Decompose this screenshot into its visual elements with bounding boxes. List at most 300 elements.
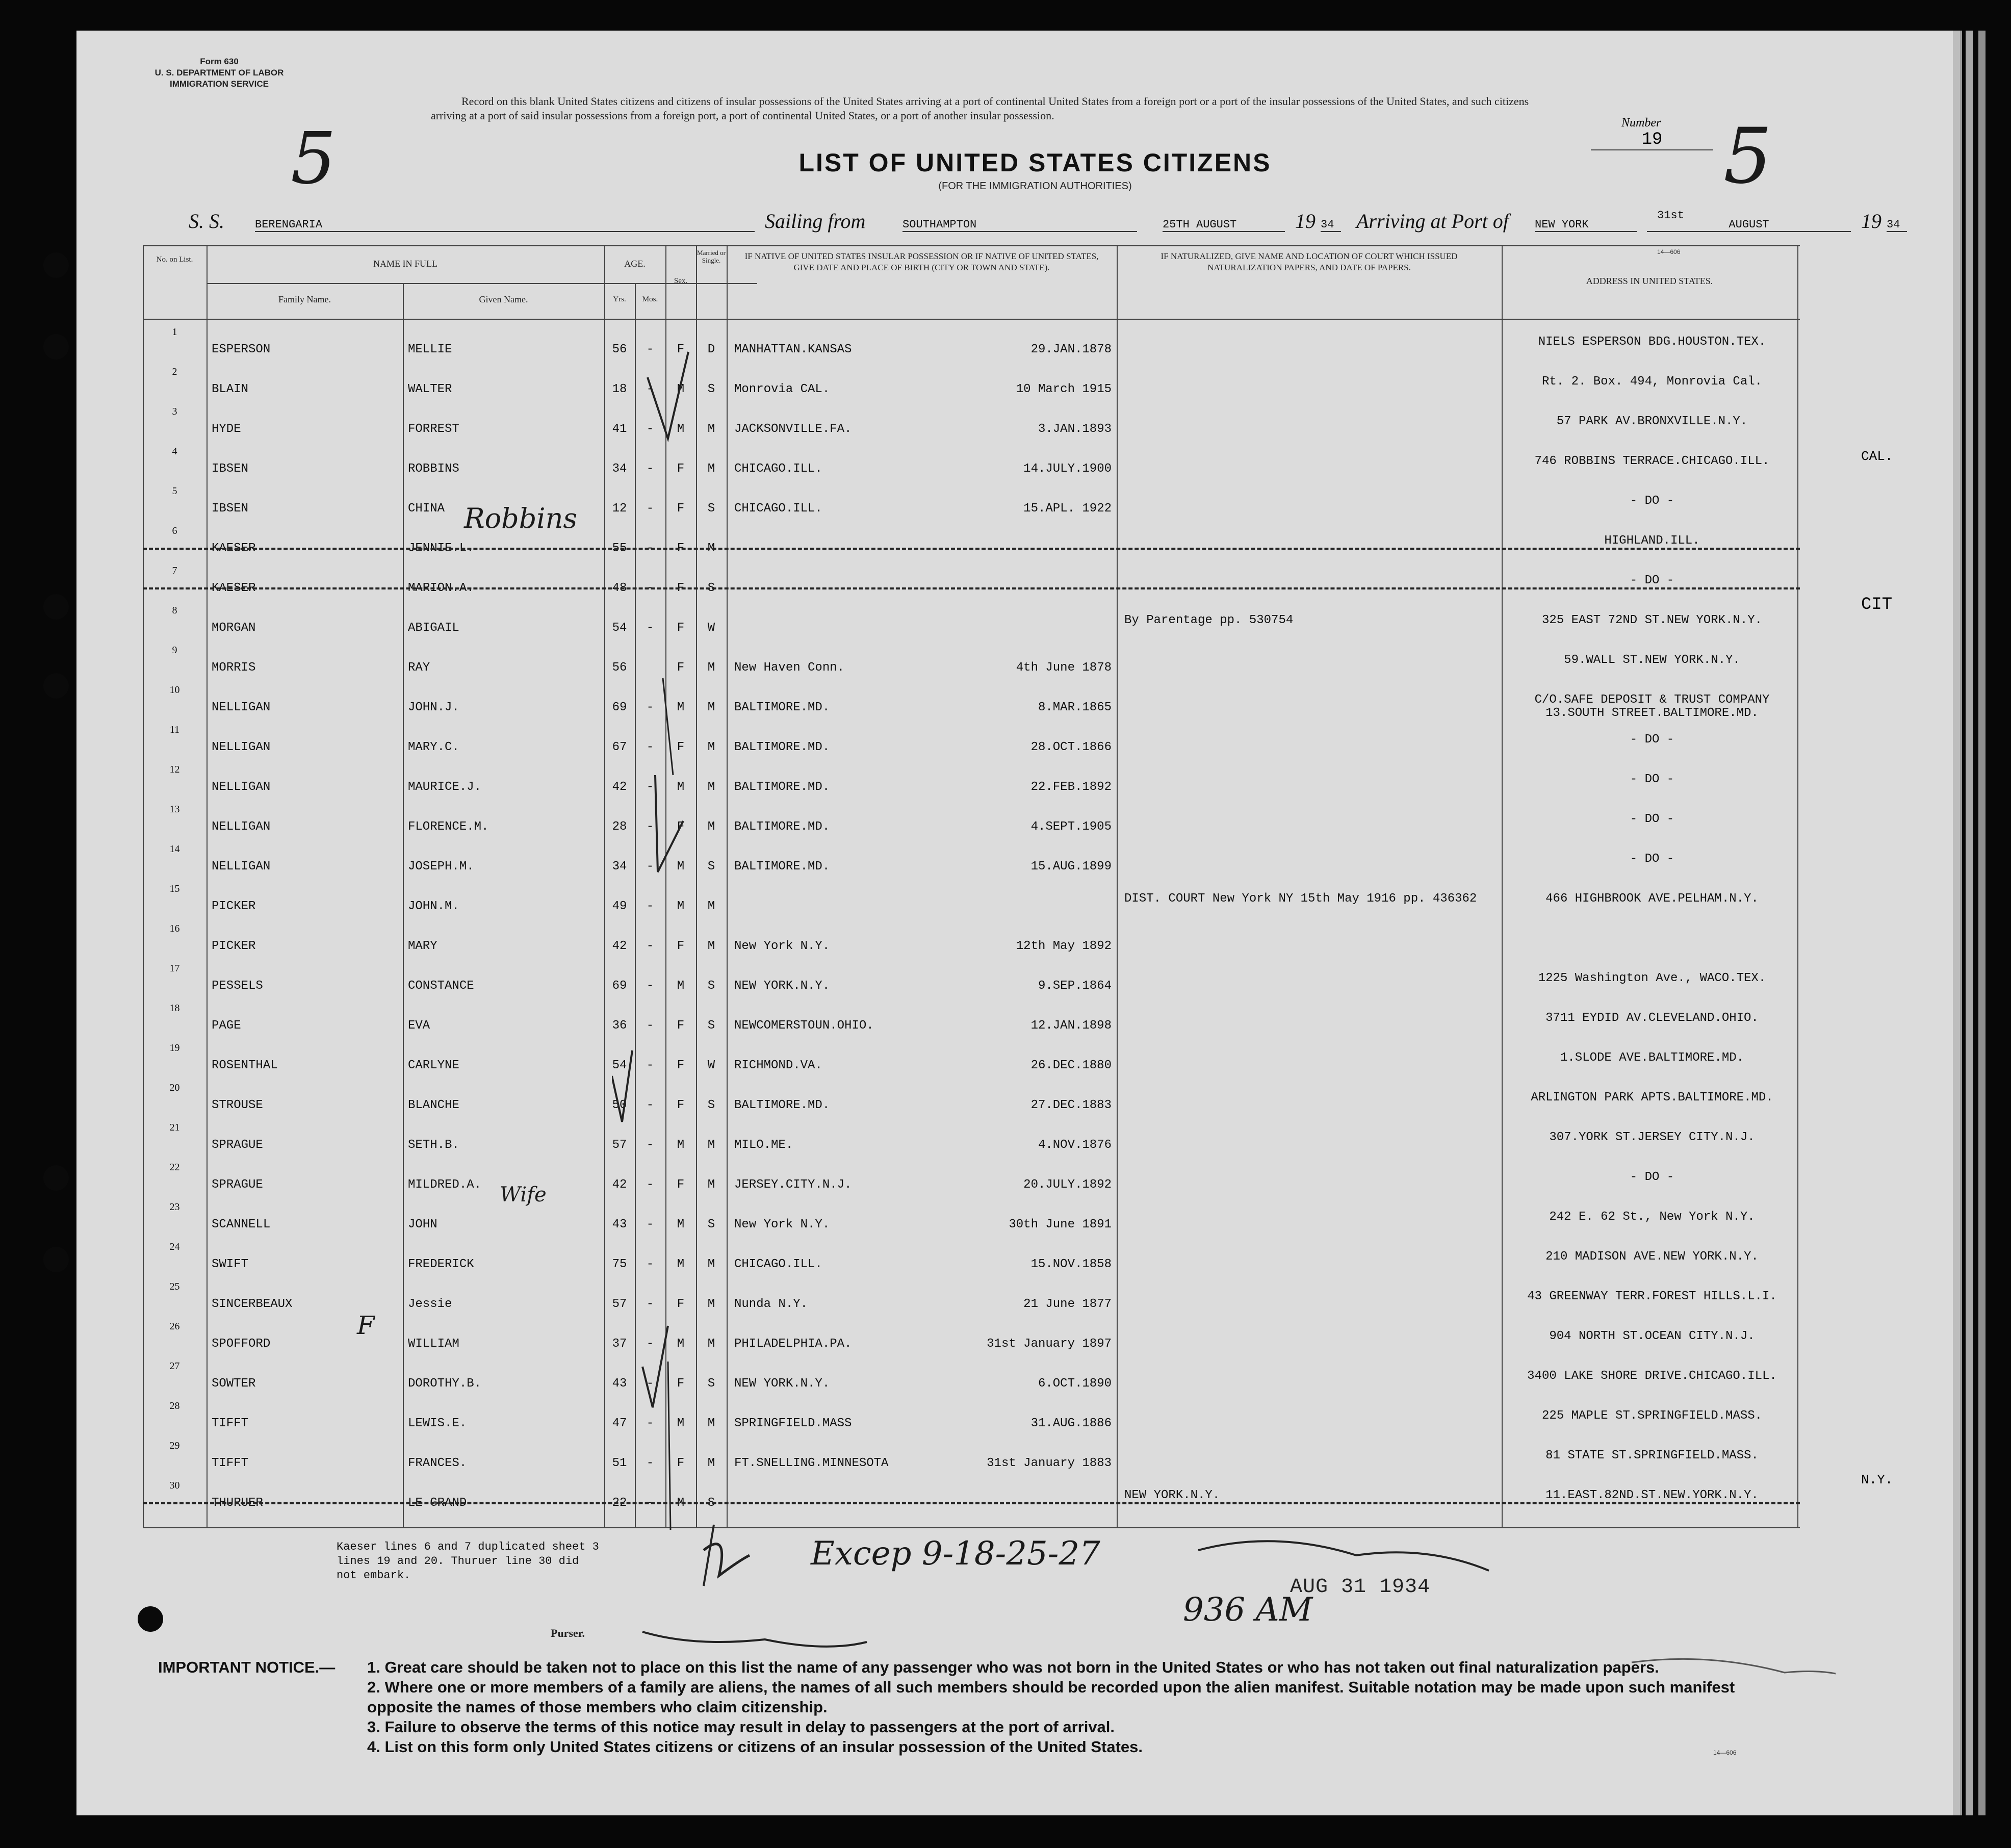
ss-label: S. S. [189, 210, 224, 233]
handwritten-note: 936 AM [1183, 1591, 1313, 1629]
cell-date: 4.SEPT.1905 [1030, 820, 1112, 834]
cell-family: NELLIGAN [212, 820, 271, 834]
cell-family: KAESER [212, 542, 256, 555]
arrival-month: AUGUST [1647, 218, 1851, 232]
notice-item: 3. Failure to observe the terms of this notice may result in delay to passengers at the port of arrival. [367, 1718, 1115, 1736]
cell-address: 242 E. 62 St., New York N.Y. [1549, 1210, 1755, 1224]
cell-family: BLAIN [212, 382, 249, 396]
cell-date: 21 June 1877 [1023, 1297, 1112, 1311]
cell-given: FRANCES. [408, 1456, 467, 1470]
header-married: Married or Single. [697, 249, 726, 264]
cell-address: 225 MAPLE ST.SPRINGFIELD.MASS. [1541, 1409, 1763, 1423]
cell-yrs: 42 [612, 939, 627, 953]
cell-address: 210 MADISON AVE.NEW YORK.N.Y. [1545, 1250, 1759, 1264]
cell-place: CHICAGO.ILL. [734, 502, 822, 516]
check-marks [612, 51, 1836, 1810]
cell-married: M [707, 462, 715, 476]
arriving-label: Arriving at Port of [1356, 210, 1509, 233]
cell-family: TIFFT [212, 1417, 249, 1430]
cell-sex: M [677, 422, 685, 436]
cell-married: M [707, 422, 715, 436]
cell-married: M [707, 1297, 715, 1311]
cell-no: 25 [169, 1281, 180, 1292]
cell-yrs: 34 [612, 462, 627, 476]
cell-married: S [707, 382, 715, 396]
cell-date: 12th May 1892 [1016, 939, 1112, 953]
cell-mos: - [646, 1019, 654, 1033]
cell-no: 5 [172, 485, 177, 497]
cell-address: 57 PARK AV.BRONXVILLE.N.Y. [1556, 415, 1748, 428]
cell-given: JOHN.M. [408, 900, 459, 913]
cell-address: Rt. 2. Box. 494, Monrovia Cal. [1541, 375, 1763, 389]
cell-no: 8 [172, 605, 177, 616]
cell-date: 12.JAN.1898 [1030, 1019, 1112, 1033]
cell-married: W [707, 621, 715, 635]
cell-married: M [707, 661, 715, 675]
cell-yrs: 54 [612, 1059, 627, 1072]
cell-date: 4.NOV.1876 [1038, 1138, 1112, 1152]
cell-mos: - [646, 900, 654, 913]
cell-date: 8.MAR.1865 [1038, 701, 1112, 714]
departure-port: SOUTHAMPTON [903, 218, 1137, 232]
cell-family: NELLIGAN [212, 860, 271, 874]
departure-year: 34 [1321, 218, 1341, 232]
cell-married: S [707, 1218, 715, 1231]
cell-family: ESPERSON [212, 343, 271, 356]
cell-married: M [707, 1257, 715, 1271]
header-address: ADDRESS IN UNITED STATES. [1586, 276, 1713, 286]
cell-address: - DO - [1630, 494, 1674, 508]
arrival-year: 34 [1887, 218, 1907, 232]
binder-hole [43, 594, 69, 620]
cell-sex: M [677, 701, 685, 714]
ship-name: BERENGARIA [255, 218, 755, 232]
header-given-name: Given Name. [479, 294, 528, 304]
cell-date: 6.OCT.1890 [1038, 1377, 1112, 1391]
cell-mos: - [646, 1138, 654, 1152]
cell-mos: - [646, 1098, 654, 1112]
cell-sex: M [677, 1417, 685, 1430]
header-birth: IF NATIVE OF UNITED STATES INSULAR POSSESSION OR IF NATIVE OF UNITED STATES, GIVE DATE AND PLACE OF BIRTH (CITY OR TOWN AND STATE). [744, 251, 1099, 272]
cell-date: 15.NOV.1858 [1030, 1257, 1112, 1271]
sailing-label: Sailing from [765, 210, 866, 233]
cell-family: ROSENTHAL [212, 1059, 278, 1072]
cell-address: - DO - [1630, 574, 1674, 587]
handwritten-note: F [357, 1311, 375, 1340]
cell-family: SOWTER [212, 1377, 256, 1391]
header-naturalized: IF NATURALIZED, GIVE NAME AND LOCATION OF COURT WHICH ISSUED NATURALIZATION PAPERS, AND DATE OF PAPERS. [1161, 251, 1458, 272]
cell-mos: - [646, 939, 654, 953]
cell-address: - DO - [1630, 812, 1674, 826]
cell-given: FORREST [408, 422, 459, 436]
cell-date: 14.JULY.1900 [1023, 462, 1112, 476]
purser-label: Purser. [551, 1627, 585, 1639]
cell-family: PESSELS [212, 979, 263, 993]
cell-family: SPRAGUE [212, 1178, 263, 1192]
cell-given: CHINA [408, 502, 445, 516]
cell-family: KAESER [212, 581, 256, 595]
cell-address: NIELS ESPERSON BDG.HOUSTON.TEX. [1538, 335, 1766, 349]
cell-mos: - [646, 780, 654, 794]
cell-nat: By Parentage pp. 530754 [1124, 613, 1294, 627]
cell-mos: - [646, 820, 654, 834]
cell-mos: - [646, 1496, 654, 1510]
binder-hole [43, 334, 69, 360]
cell-sex: M [677, 979, 685, 993]
cell-address: 3711 EYDID AV.CLEVELAND.OHIO. [1545, 1011, 1759, 1025]
header-no-on-list: No. on List. [156, 255, 193, 264]
cell-yrs: 22 [612, 1496, 627, 1510]
cell-sex: F [677, 939, 685, 953]
cell-married: M [707, 701, 715, 714]
cell-family: IBSEN [212, 462, 249, 476]
cell-place: PHILADELPHIA.PA. [734, 1337, 852, 1351]
cell-yrs: 42 [612, 1178, 627, 1192]
cell-no: 29 [169, 1440, 180, 1451]
cell-no: 3 [172, 406, 177, 417]
cell-family: THURUER [212, 1496, 263, 1510]
cell-yrs: 36 [612, 1019, 627, 1033]
cell-married: M [707, 900, 715, 913]
cell-married: S [707, 979, 715, 993]
cell-sex: M [677, 900, 685, 913]
cell-address: 325 EAST 72ND ST.NEW YORK.N.Y. [1541, 613, 1763, 627]
cell-yrs: 47 [612, 1417, 627, 1430]
cell-place: NEW YORK.N.Y. [734, 979, 830, 993]
cell-married: M [707, 542, 715, 555]
cell-place: New York N.Y. [734, 1218, 830, 1231]
cell-family: PAGE [212, 1019, 241, 1033]
cell-sex: M [677, 1257, 685, 1271]
cell-married: S [707, 581, 715, 595]
header-name-in-full: NAME IN FULL [373, 259, 437, 269]
cell-date: 4th June 1878 [1016, 661, 1112, 675]
cell-mos: - [646, 1456, 654, 1470]
cell-no: 16 [169, 923, 180, 934]
cell-given: LEWIS.E. [408, 1417, 467, 1430]
cell-sex: M [677, 1138, 685, 1152]
cell-sex: M [677, 1218, 685, 1231]
cell-place: MANHATTAN.KANSAS [734, 343, 852, 356]
cell-given: ROBBINS [408, 462, 459, 476]
cell-yrs: 57 [612, 1297, 627, 1311]
printer-mark: 14—606 [1657, 248, 1681, 255]
cell-married: W [707, 1059, 715, 1072]
cell-yrs: 57 [612, 1138, 627, 1152]
cell-date: 27.DEC.1883 [1030, 1098, 1112, 1112]
cell-married: M [707, 740, 715, 754]
cell-family: SWIFT [212, 1257, 249, 1271]
cell-nat: DIST. COURT New York NY 15th May 1916 pp. 436362 [1124, 892, 1477, 906]
page-edge [1978, 31, 1986, 1815]
cell-sex: F [677, 621, 685, 635]
cell-yrs: 43 [612, 1218, 627, 1231]
cell-no: 22 [169, 1162, 180, 1173]
cell-given: JOSEPH.M. [408, 860, 474, 874]
cell-yrs: 67 [612, 740, 627, 754]
cell-married: M [707, 1138, 715, 1152]
page-edge [1953, 31, 1960, 1815]
cell-place: Nunda N.Y. [734, 1297, 808, 1311]
header-years: Yrs. [613, 295, 626, 303]
cell-place: SPRINGFIELD.MASS [734, 1417, 852, 1430]
cell-place: New Haven Conn. [734, 661, 845, 675]
cell-date: 31.AUG.1886 [1030, 1417, 1112, 1430]
cell-family: MORRIS [212, 661, 256, 675]
cell-yrs: 69 [612, 701, 627, 714]
cell-place: NEW YORK.N.Y. [734, 1377, 830, 1391]
cell-given: DOROTHY.B. [408, 1377, 482, 1391]
notice-item: 2. Where one or more members of a family are aliens, the names of all such members should be recorded upon the alien manifest. Suitable notation may be made upon such manifest opposite the names of those members who claim citizenship. [367, 1678, 1735, 1716]
cell-married: S [707, 1019, 715, 1033]
cell-no: 2 [172, 366, 177, 377]
cell-family: PICKER [212, 939, 256, 953]
cell-given: JOHN.J. [408, 701, 459, 714]
cell-place: BALTIMORE.MD. [734, 701, 830, 714]
cell-sex: F [677, 581, 685, 595]
cell-yrs: 34 [612, 860, 627, 874]
cell-given: MILDRED.A. [408, 1178, 482, 1192]
cell-given: MARY.C. [408, 740, 459, 754]
cell-no: 9 [172, 645, 177, 656]
cell-given: FLORENCE.M. [408, 820, 489, 834]
cell-sex: F [677, 462, 685, 476]
cell-married: M [707, 1178, 715, 1192]
cell-no: 6 [172, 525, 177, 536]
cell-yrs: 28 [612, 820, 627, 834]
cell-family: SPOFFORD [212, 1337, 271, 1351]
cell-family: HYDE [212, 422, 241, 436]
cell-place: Monrovia CAL. [734, 382, 830, 396]
cell-mos: - [646, 860, 654, 874]
cell-married: S [707, 502, 715, 516]
cell-sex: M [677, 382, 685, 396]
cell-yrs: 12 [612, 502, 627, 516]
cell-address: ARLINGTON PARK APTS.BALTIMORE.MD. [1531, 1091, 1773, 1105]
cell-date: 29.JAN.1878 [1030, 343, 1112, 356]
cell-no: 30 [169, 1480, 180, 1491]
arrival-day: 31st [1657, 209, 1684, 222]
cell-date: 31st January 1883 [987, 1456, 1112, 1470]
cell-address: - DO - [1630, 852, 1674, 866]
cell-family: NELLIGAN [212, 740, 271, 754]
cell-yrs: 55 [612, 542, 627, 555]
cell-given: MAURICE.J. [408, 780, 482, 794]
cell-place: JERSEY.CITY.N.J. [734, 1178, 852, 1192]
cell-mos: - [646, 701, 654, 714]
cell-given: FREDERICK [408, 1257, 474, 1271]
cell-family: SPRAGUE [212, 1138, 263, 1152]
cell-married: S [707, 860, 715, 874]
cell-sex: M [677, 1496, 685, 1510]
cell-mos: - [646, 1257, 654, 1271]
cell-married: M [707, 780, 715, 794]
cell-place: RICHMOND.VA. [734, 1059, 822, 1072]
cell-mos: - [646, 1377, 654, 1391]
cell-place: BALTIMORE.MD. [734, 780, 830, 794]
cell-no: 15 [169, 883, 180, 894]
cell-married: S [707, 1496, 715, 1510]
cell-no: 28 [169, 1400, 180, 1411]
cell-no: 18 [169, 1003, 180, 1014]
cell-place: FT.SNELLING.MINNESOTA [734, 1456, 889, 1470]
cell-sex: F [677, 740, 685, 754]
cell-family: STROUSE [212, 1098, 263, 1112]
cell-sex: M [677, 780, 685, 794]
header-sex: Sex. [674, 277, 688, 285]
cell-given: JOHN [408, 1218, 437, 1231]
cell-given: EVA [408, 1019, 430, 1033]
arrival-port: NEW YORK [1535, 218, 1637, 232]
handwritten-number: 5 [1723, 112, 1772, 201]
cell-yrs: 51 [612, 1456, 627, 1470]
cell-yrs: 37 [612, 1337, 627, 1351]
year-prefix: 19 [1295, 210, 1316, 233]
cell-no: 21 [169, 1122, 180, 1133]
cell-given: WALTER [408, 382, 452, 396]
cell-sex: M [677, 1337, 685, 1351]
cell-mos: - [646, 542, 654, 555]
handwritten-number: 5 [291, 117, 337, 200]
cell-family: NELLIGAN [212, 780, 271, 794]
cell-date: 9.SEP.1864 [1038, 979, 1112, 993]
cell-address: 11.EAST.82ND.ST.NEW.YORK.N.Y. [1545, 1488, 1759, 1502]
cell-address: 466 HIGHBROOK AVE.PELHAM.N.Y. [1545, 892, 1759, 906]
cell-sex: F [677, 1059, 685, 1072]
cell-family: PICKER [212, 900, 256, 913]
cell-given: LE GRAND [408, 1496, 467, 1510]
cell-date: 20.JULY.1892 [1023, 1178, 1112, 1192]
cell-no: 12 [169, 764, 180, 775]
cell-address: 81 STATE ST.SPRINGFIELD.MASS. [1545, 1449, 1759, 1462]
cell-no: 24 [169, 1241, 180, 1252]
cell-address: 1.SLODE AVE.BALTIMORE.MD. [1560, 1051, 1744, 1065]
cell-date: 15.APL. 1922 [1023, 502, 1112, 516]
cell-mos: - [646, 1178, 654, 1192]
handwritten-note: Robbins [464, 502, 578, 534]
margin-note: CAL. [1861, 449, 1893, 464]
cell-sex: F [677, 502, 685, 516]
cell-no: 7 [172, 565, 177, 576]
cell-address: - DO - [1630, 733, 1674, 747]
cell-sex: F [677, 1456, 685, 1470]
footer-code: 14—606 [1713, 1749, 1737, 1756]
number-label: Number [1621, 116, 1661, 130]
page-subtitle: (FOR THE IMMIGRATION AUTHORITIES) [938, 181, 1132, 192]
cell-sex: F [677, 820, 685, 834]
cell-place: JACKSONVILLE.FA. [734, 422, 852, 436]
cell-yrs: 43 [612, 1377, 627, 1391]
binder-hole [43, 1247, 69, 1272]
cell-address: 904 NORTH ST.OCEAN CITY.N.J. [1549, 1329, 1755, 1343]
cell-address: - DO - [1630, 1170, 1674, 1184]
cell-sex: F [677, 1297, 685, 1311]
cell-mos: - [646, 979, 654, 993]
cell-date: 28.OCT.1866 [1030, 740, 1112, 754]
cell-no: 17 [169, 963, 180, 974]
cell-family: SCANNELL [212, 1218, 271, 1231]
cell-yrs: 54 [612, 621, 627, 635]
cell-date: 3.JAN.1893 [1038, 422, 1112, 436]
cell-married: M [707, 939, 715, 953]
header-months: Mos. [642, 295, 658, 303]
cell-mos: - [646, 382, 654, 396]
handwritten-note: Wife [500, 1183, 547, 1207]
cell-mos: - [646, 621, 654, 635]
cell-no: 13 [169, 804, 180, 815]
notice-item: 1. Great care should be taken not to place on this list the name of any passenger who was not born in the United States or who has not taken out final naturalization papers. [367, 1658, 1659, 1676]
cell-mos: - [646, 1059, 654, 1072]
cell-no: 27 [169, 1361, 180, 1372]
cell-place: NEWCOMERSTOUN.OHIO. [734, 1019, 874, 1033]
date-stamp: AUG 31 1934 [1290, 1576, 1431, 1599]
cell-place: CHICAGO.ILL. [734, 1257, 822, 1271]
cell-mos: - [646, 422, 654, 436]
cell-sex: F [677, 343, 685, 356]
cell-given: BLANCHE [408, 1098, 459, 1112]
cell-given: CONSTANCE [408, 979, 474, 993]
cell-family: IBSEN [212, 502, 249, 516]
cell-married: M [707, 820, 715, 834]
service: IMMIGRATION SERVICE [170, 79, 269, 89]
cell-no: 11 [169, 724, 180, 735]
header-family-name: Family Name. [278, 294, 331, 304]
cell-address: C/O.SAFE DEPOSIT & TRUST COMPANY 13.SOUTH STREET.BALTIMORE.MD. [1534, 693, 1770, 720]
cell-yrs: 69 [612, 979, 627, 993]
cell-yrs: 42 [612, 780, 627, 794]
cell-given: JENNIE.L. [408, 542, 474, 555]
cell-no: 10 [169, 684, 180, 696]
margin-note: CIT [1861, 595, 1893, 614]
cell-no: 14 [169, 843, 180, 855]
margin-note: N.Y. [1861, 1472, 1893, 1487]
cell-married: S [707, 1098, 715, 1112]
cell-given: MELLIE [408, 343, 452, 356]
page-edge [1966, 31, 1973, 1815]
cell-given: WILLIAM [408, 1337, 459, 1351]
cell-married: M [707, 1337, 715, 1351]
cell-given: MARY [408, 939, 437, 953]
cell-given: CARLYNE [408, 1059, 459, 1072]
header-age: AGE. [624, 259, 646, 269]
cell-date: 31st January 1897 [987, 1337, 1112, 1351]
cell-yrs: 41 [612, 422, 627, 436]
cell-family: MORGAN [212, 621, 256, 635]
cell-no: 23 [169, 1201, 180, 1213]
cell-yrs: 56 [612, 343, 627, 356]
form-identifier [143, 56, 296, 90]
cell-sex: F [677, 661, 685, 675]
cell-place: BALTIMORE.MD. [734, 740, 830, 754]
cell-sex: F [677, 542, 685, 555]
cell-address: 307.YORK ST.JERSEY CITY.N.J. [1549, 1131, 1755, 1144]
cell-address: 746 ROBBINS TERRACE.CHICAGO.ILL. [1534, 454, 1770, 468]
cell-date: 15.AUG.1899 [1030, 860, 1112, 874]
list-number: 19 [1591, 130, 1713, 150]
cell-yrs: 56 [612, 661, 627, 675]
record-instructions: Record on this blank United States citizens and citizens of insular possessions of the United States arriving at a port of continental United States from a foreign port or a port of the insular possessions of the United States, and such citizens arriving at a port of said insular possessions from a foreign port, a port of continental United States, or a port of another insular possession. [431, 95, 1529, 122]
cell-given: SETH.B. [408, 1138, 459, 1152]
page-title: LIST OF UNITED STATES CITIZENS [798, 148, 1272, 177]
binder-hole [43, 1165, 69, 1191]
footnote: Kaeser lines 6 and 7 duplicated sheet 3 lines 19 and 20. Thuruer line 30 did not embark. [337, 1541, 599, 1582]
cell-sex: F [677, 1377, 685, 1391]
cell-family: TIFFT [212, 1456, 249, 1470]
departure-date: 25TH AUGUST [1163, 218, 1285, 232]
notice-lead: IMPORTANT NOTICE.— [158, 1658, 336, 1676]
cell-place: BALTIMORE.MD. [734, 1098, 830, 1112]
cell-yrs: 18 [612, 382, 627, 396]
